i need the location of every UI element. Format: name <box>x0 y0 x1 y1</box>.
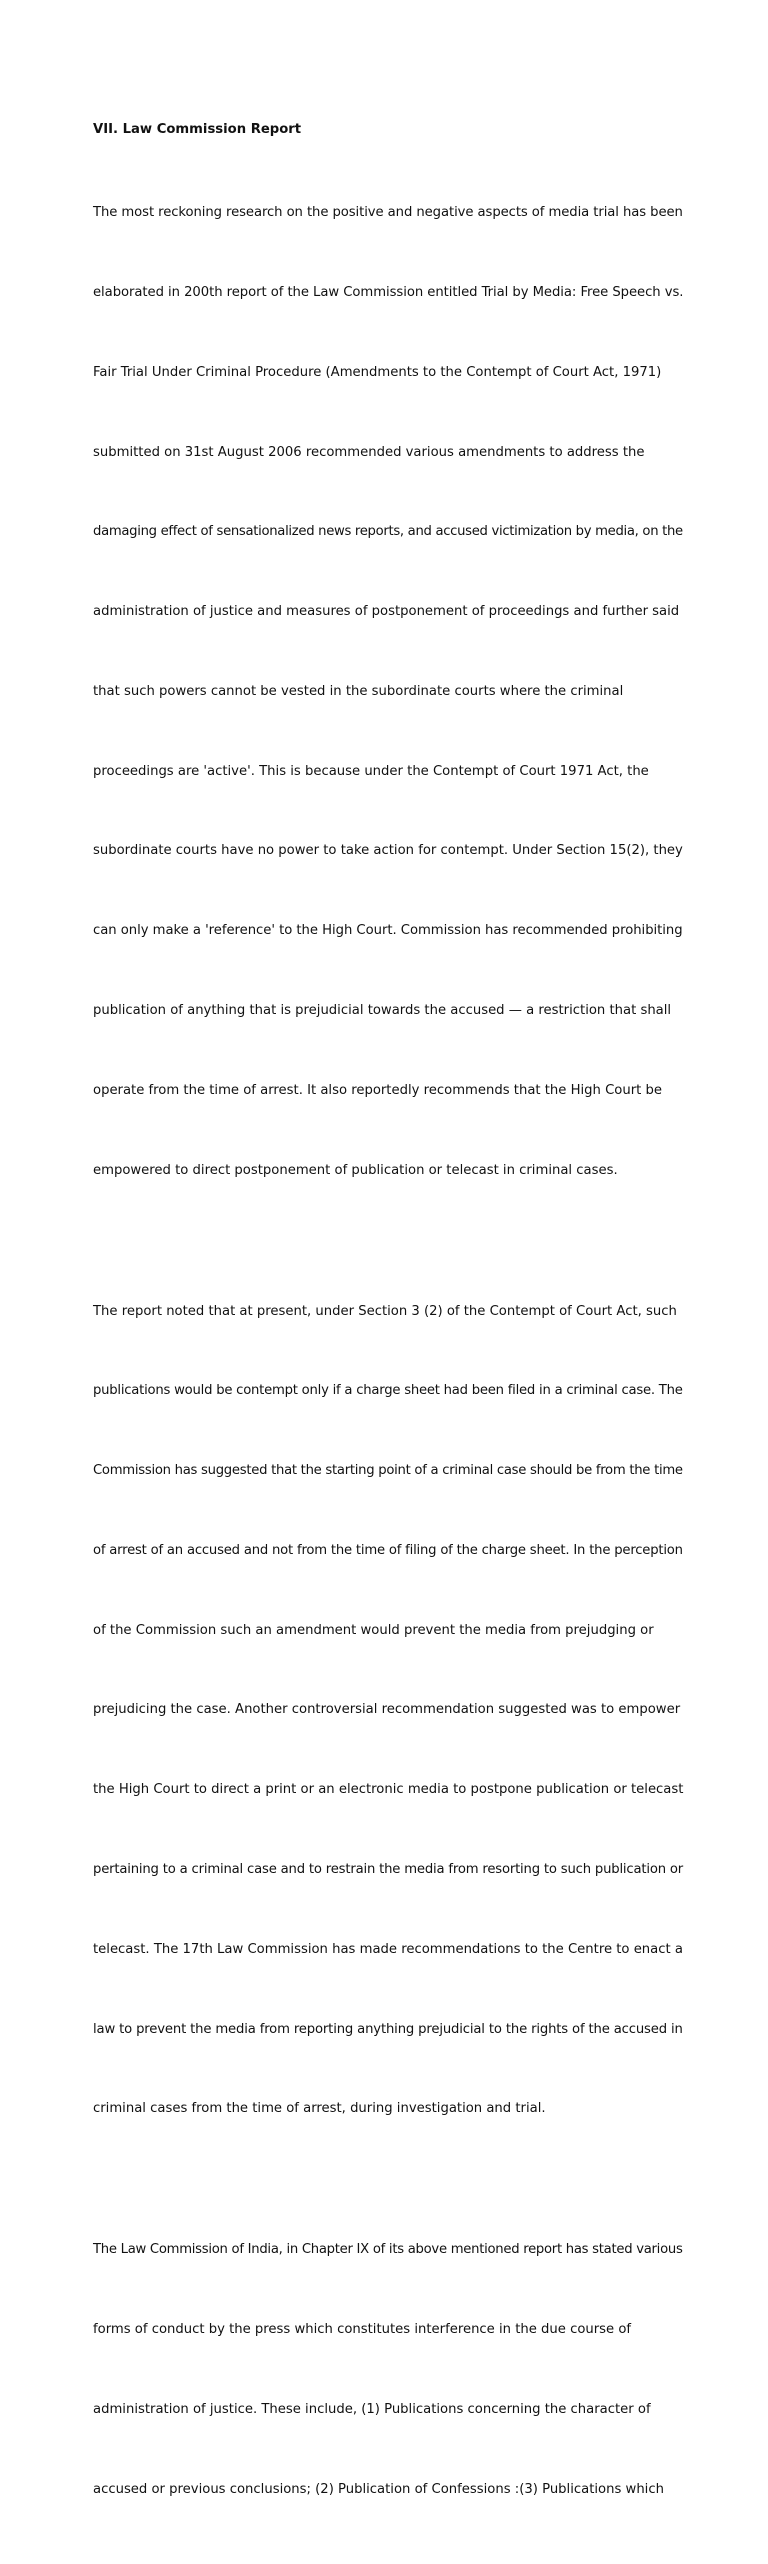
document-body <box>93 119 683 2564</box>
paragraph-line: law to prevent the media from reporting anything prejudicial to the rights of the accused in <box>93 2021 683 2037</box>
paragraph-1 <box>93 147 683 1237</box>
paragraph-line: subordinate courts have no power to take action for contempt. Under Section 15(2), they <box>93 843 683 859</box>
paragraph-line: publication of anything that is prejudicial towards the accused — a restriction that shall <box>93 1003 672 1018</box>
paragraph-line: administration of justice and measures of postponement of proceedings and further said <box>93 604 680 620</box>
paragraph-line: of arrest of an accused and not from the time of filing of the charge sheet. In the perception <box>93 1542 683 1558</box>
paragraph-2 <box>93 1245 683 2176</box>
paragraph-line: pertaining to a criminal case and to restrain the media from resorting to such publication or <box>93 1862 684 1877</box>
paragraph-line: accused or previous conclusions; (2) Publication of Confessions :(3) Publications which <box>93 2481 664 2497</box>
paragraph-line: publications would be contempt only if a charge sheet had been filed in a criminal case. The <box>93 1383 683 1399</box>
paragraph-line: The report noted that at present, under Section 3 (2) of the Contempt of Court Act, such <box>93 1303 677 1319</box>
paragraph-line: criminal cases from the time of arrest, during investigation and trial. <box>93 2101 546 2117</box>
paragraph-line: The most reckoning research on the positive and negative aspects of media trial has been <box>93 205 683 221</box>
paragraph-line: the High Court to direct a print or an electronic media to postpone publication or telecast <box>93 1782 684 1798</box>
paragraph-line: Commission has suggested that the starting point of a criminal case should be from the time <box>93 1463 683 1479</box>
paragraph-line: Fair Trial Under Criminal Procedure (Amendments to the Contempt of Court Act, 1971) <box>93 364 662 380</box>
paragraph-line: operate from the time of arrest. It also reportedly recommends that the High Court be <box>93 1082 662 1098</box>
paragraph-line: prejudicing the case. Another controversial recommendation suggested was to empower <box>93 1702 681 1718</box>
paragraph-3 <box>93 2184 683 2556</box>
paragraph-line: empowered to direct postponement of publication or telecast in criminal cases. <box>93 1162 618 1178</box>
paragraph-line: administration of justice. These include, (1) Publications concerning the character of <box>93 2401 651 2417</box>
paragraph-line: of the Commission such an amendment would prevent the media from prejudging or <box>93 1622 654 1638</box>
paragraph-line: can only make a 'reference' to the High Court. Commission has recommended prohibiting <box>93 923 683 939</box>
section-heading: VII. Law Commission Report <box>93 122 302 137</box>
paragraph-line: forms of conduct by the press which constitutes interference in the due course of <box>93 2322 632 2338</box>
paragraph-line: that such powers cannot be vested in the subordinate courts where the criminal <box>93 683 624 699</box>
paragraph-line: elaborated in 200th report of the Law Commission entitled Trial by Media: Free Speech vs. <box>93 284 684 300</box>
paragraph-line: telecast. The 17th Law Commission has made recommendations to the Centre to enact a <box>93 1941 683 1957</box>
paragraph-line: proceedings are 'active'. This is because under the Contempt of Court 1971 Act, the <box>93 763 649 779</box>
paragraph-line: damaging effect of sensationalized news reports, and accused victimization by media, on the <box>93 524 683 540</box>
paragraph-line: The Law Commission of India, in Chapter IX of its above mentioned report has stated various <box>93 2242 683 2258</box>
paragraph-line: submitted on 31st August 2006 recommended various amendments to address the <box>93 444 645 460</box>
